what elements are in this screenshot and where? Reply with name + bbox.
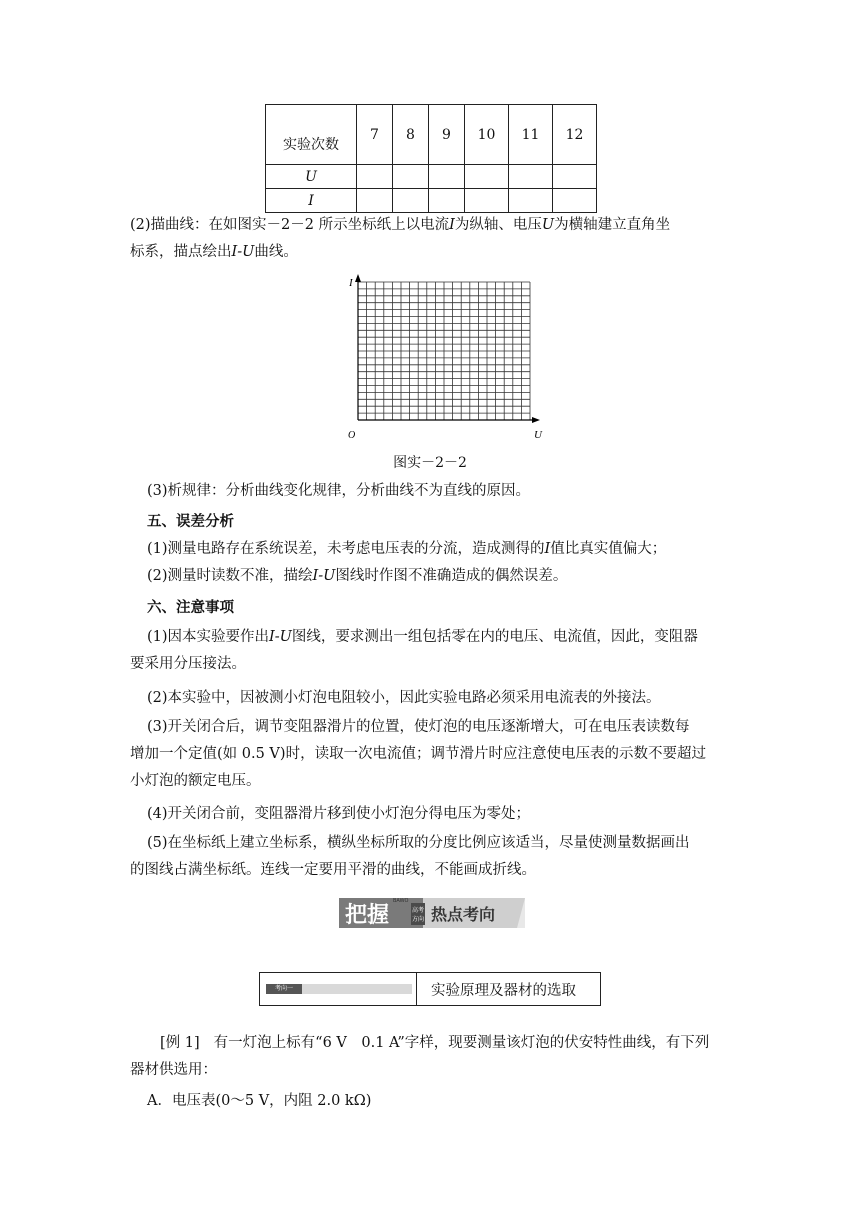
table-col: 8	[393, 105, 429, 165]
table-row-label: I	[266, 189, 357, 213]
step2-paragraph: (2)描曲线：在如图实－2－2 所示坐标纸上以电流I为纵轴、电压U为横轴建立直角坐 标系，描点绘出I-U曲线。	[130, 217, 671, 260]
svg-text:把握: 把握	[345, 903, 390, 928]
coordinate-grid-figure	[340, 272, 550, 444]
table-row	[266, 189, 597, 213]
table-col: 12	[553, 105, 597, 165]
table-header-label: 实验次数	[266, 105, 357, 165]
table-col: 11	[509, 105, 553, 165]
x-axis-arrow-icon	[532, 417, 540, 423]
svg-text:热点考向: 热点考向	[431, 905, 496, 924]
topic-chip: 考向一	[266, 984, 302, 994]
section6-note4: (4)开关闭合前，变阻器滑片移到使小灯泡分得电压为零处；	[147, 806, 531, 822]
step3-paragraph: (3)析规律：分析曲线变化规律，分析曲线不为直线的原因。	[147, 483, 531, 499]
section5-title: 五、误差分析	[147, 513, 234, 530]
example-paragraph: [例 1] 有一灯泡上标有“6 V 0.1 A”字样，现要测量该灯泡的伏安特性曲线，有下列 器材供选用：	[130, 1035, 710, 1078]
section6-note5: (5)在坐标纸上建立坐标系，横纵坐标所取的分度比例应该适当，尽量使测量数据画出 的图线占满坐标纸。连线一定要用平滑的曲线，不能画成折线。	[130, 835, 690, 878]
section6-title: 六、注意事项	[147, 599, 234, 616]
svg-text:BAWO: BAWO	[393, 898, 409, 904]
section5-item2: (2)测量时读数不准，描绘I-U图线时作图不准确造成的偶然误差。	[147, 568, 568, 584]
section6-note2: (2)本实验中，因被测小灯泡电阻较小，因此实验电路必须采用电流表的外接法。	[147, 690, 661, 706]
table-col: 10	[465, 105, 509, 165]
topic-tag-strip	[260, 973, 417, 1005]
section6-note1: (1)因本实验要作出I-U图线，要求测出一组包括零在内的电压、电流值，因此，变阻器 要采用分压接法。	[130, 629, 698, 672]
y-axis-label: I	[349, 277, 353, 289]
grid-lines	[358, 282, 530, 420]
topic-title: 实验原理及器材的选取	[431, 982, 576, 999]
bawo-banner-logo	[339, 895, 525, 931]
example-option-a: A．电压表(0～5 V，内阻 2.0 kΩ)	[147, 1093, 372, 1109]
origin-label: O	[348, 430, 356, 441]
table-col: 7	[357, 105, 393, 165]
table-col: 9	[429, 105, 465, 165]
figure-caption: 图实－2－2	[393, 455, 467, 471]
svg-text:方向: 方向	[412, 916, 425, 923]
section5-item1: (1)测量电路存在系统误差，未考虑电压表的分流，造成测得的I值比真实值偏大；	[147, 541, 667, 557]
svg-text:高考: 高考	[412, 907, 425, 914]
topic-header-box	[259, 972, 601, 1006]
data-table	[265, 104, 597, 213]
section6-note3: (3)开关闭合后，调节变阻器滑片的位置，使灯泡的电压逐渐增大，可在电压表读数每 增加一个定值(如 0.5 V)时，读取一次电流值；调节滑片时应注意使电压表的示数不要超过 小灯泡的额定电压。	[130, 719, 707, 789]
y-axis-arrow-icon	[355, 274, 361, 282]
example-label: [例 1]	[160, 1035, 200, 1051]
table-row	[266, 165, 597, 189]
x-axis-label: U	[534, 429, 542, 441]
table-row-label: U	[266, 165, 357, 189]
